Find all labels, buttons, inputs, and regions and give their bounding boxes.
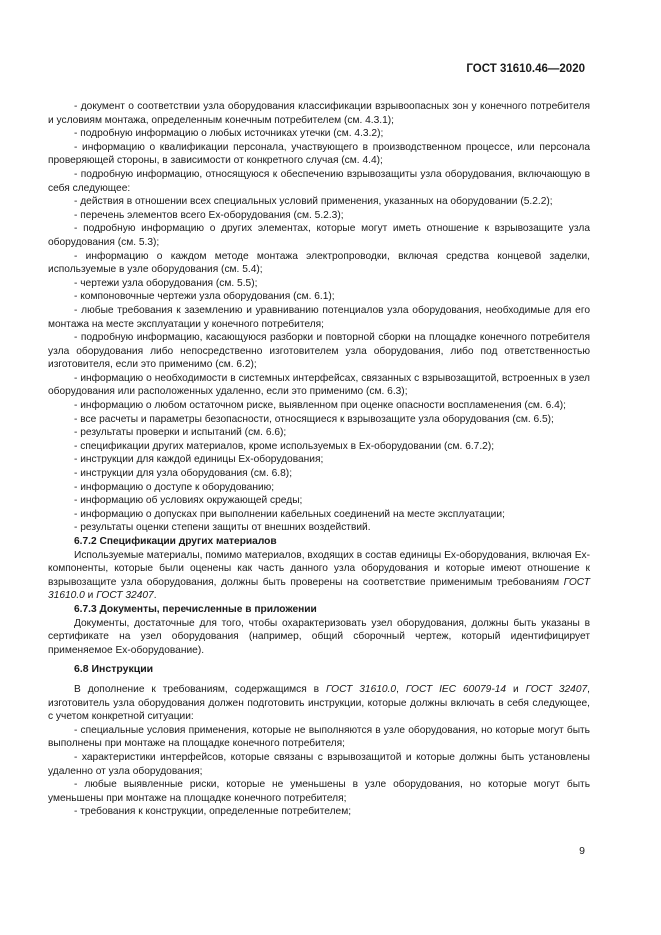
list-item: - информацию о любом остаточном риске, выявленном при оценке опасности воспламенения (см. 6.4);: [74, 400, 566, 412]
instructions-list: [48, 724, 590, 819]
section-heading-6-7-3: 6.7.3 Документы, перечисленные в приложении: [74, 603, 317, 615]
paragraph-6-7-2: Используемые материалы, помимо материалов, входящих в состав единицы Ex-оборудования, включая Ex-компоненты, которые были оценены как часть данного узла оборудования и которые имеют отношение к взрывозащите узла оборудования, должны быть проверены на соответствие применимым требованиям ГОСТ 31610.0 и ГОСТ 32407.: [48, 549, 590, 602]
list-item: - результаты оценки степени защиты от внешних воздействий.: [74, 522, 371, 534]
list-item: - документ о соответствии узла оборудования классификации взрывоопасных зон у конечного потребителя и условиям монтажа, определенным конечным потребителем (см. 4.3.1);: [48, 101, 590, 126]
list-item: - характеристики интерфейсов, которые связаны с взрывозащитой и которые должны быть установлены удаленно от узла оборудования;: [48, 751, 590, 777]
list-item: - информацию об условиях окружающей среды;: [74, 495, 303, 507]
list-item: - компоновочные чертежи узла оборудования (см. 6.1);: [74, 291, 335, 303]
page-number: 9: [579, 845, 585, 857]
list-item: - информацию о каждом методе монтажа электропроводки, включая средства концевой заделки, используемые в узле оборудования (см. 5.4);: [48, 250, 590, 276]
list-item: - подробную информацию, касающуюся разборки и повторной сборки на площадке конечного потребителя узла оборудования либо непосредственно изготовителем узла оборудования, либо под ответственностью изготовителя, если это применимо (см. 6.2);: [48, 332, 590, 371]
page-content: [48, 100, 590, 819]
list-item: - спецификации других материалов, кроме используемых в Ex-оборудовании (см. 6.7.2);: [74, 440, 495, 452]
list-item: - результаты проверки и испытаний (см. 6.6);: [74, 427, 287, 439]
reference-gost-32407: ГОСТ 32407: [96, 590, 154, 602]
reference-gost-31610-0: ГОСТ 31610.0: [48, 576, 590, 602]
paragraph-6-7-3: Документы, достаточные для того, чтобы охарактеризовать узел оборудования, должны быть указаны в сертификате на узел оборудования (например, общий сборочный чертеж, который идентифицирует применяемое Ex-оборудование).: [48, 617, 590, 656]
list-item: - информацию о доступе к оборудованию;: [74, 481, 275, 493]
reference-gost-32407: ГОСТ 32407: [525, 683, 588, 695]
list-item: - информацию о необходимости в системных интерфейсах, связанных с взрывозащитой, встроенных в узел оборудования или расположенных удаленно, если это применимо (см. 6.3);: [48, 372, 590, 398]
reference-gost-iec-60079-14: ГОСТ IEC 60079-14: [405, 683, 507, 695]
list-item: - инструкции для узла оборудования (см. 6.8);: [74, 468, 293, 480]
list-item: - подробную информацию о других элементах, которые могут иметь отношение к взрывозащите узла оборудования (см. 5.3);: [48, 223, 590, 248]
list-item: - подробную информацию о любых источниках утечки (см. 4.3.2);: [74, 128, 384, 140]
list-item: - специальные условия применения, которые не выполняются в узле оборудования, но которые могут быть выполнены при монтаже на площадке конечного потребителя;: [48, 724, 590, 750]
list-item: - чертежи узла оборудования (см. 5.5);: [74, 277, 258, 289]
list-item: - перечень элементов всего Ex-оборудования (см. 5.2.3);: [74, 209, 344, 221]
paragraph-6-8-intro: В дополнение к требованиям, содержащимся в ГОСТ 31610.0, ГОСТ IEC 60079-14 и ГОСТ 32407, изготовитель узла оборудования должен подготовить инструкции, которые должны включать в себя следующее, с учетом конкретной ситуации:: [48, 683, 590, 723]
list-item: - информацию о квалификации персонала, участвующего в производственном процессе, или персонала проверяющей стороны, в зависимости от конкретного случая (см. 4.4);: [48, 141, 590, 167]
list-item: - все расчеты и параметры безопасности, относящиеся к взрывозащите узла оборудования (см. 6.5);: [74, 413, 554, 425]
list-item: - любые требования к заземлению и уравниванию потенциалов узла оборудования, необходимые для его монтажа на месте эксплуатации у конечного потребителя;: [48, 304, 590, 330]
list-item: - информацию о допусках при выполнении кабельных соединений на месте эксплуатации;: [74, 508, 505, 520]
list-item: - подробную информацию, относящуюся к обеспечению взрывозащиты узла оборудования, включающую в себя следующее:: [48, 168, 590, 194]
section-heading-6-8: 6.8 Инструкции: [74, 663, 154, 676]
section-heading-6-7-2: 6.7.2 Спецификации других материалов: [74, 536, 277, 547]
list-item: - любые выявленные риски, которые не уменьшены в узле оборудования, но которые могут быть уменьшены при монтаже на площадке конечного потребителя;: [48, 779, 590, 804]
documentation-list: [48, 100, 590, 535]
list-item: - требования к конструкции, определенные потребителем;: [74, 806, 352, 818]
reference-gost-31610-0: ГОСТ 31610.0: [325, 683, 397, 695]
list-item: - инструкции для каждой единицы Ex-оборудования;: [74, 454, 324, 466]
document-header: ГОСТ 31610.46—2020: [466, 63, 585, 75]
list-item: - действия в отношении всех специальных условий применения, указанных на оборудовании (5.2.2);: [74, 196, 553, 208]
